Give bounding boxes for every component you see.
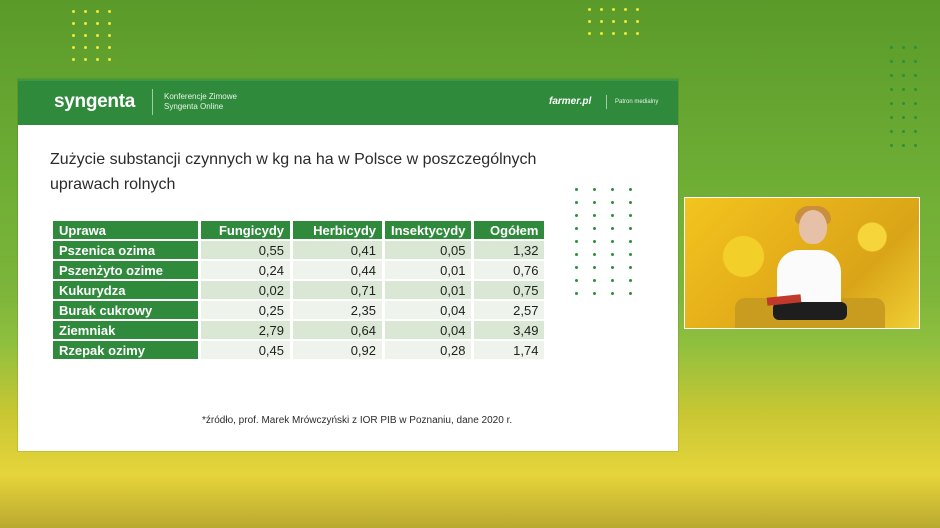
table-row <box>53 301 544 319</box>
col-header-herbicides: Herbicydy <box>293 221 382 239</box>
cell-herbicides: 0,71 <box>293 281 382 299</box>
cell-total: 1,74 <box>474 341 544 359</box>
pesticide-usage-table <box>50 219 547 361</box>
conference-label <box>164 92 237 112</box>
cell-total: 0,76 <box>474 261 544 279</box>
conference-line-2: Syngenta Online <box>164 102 224 111</box>
cell-total: 0,75 <box>474 281 544 299</box>
table-row <box>53 241 544 259</box>
cell-herbicides: 0,64 <box>293 321 382 339</box>
syngenta-logo: syngenta <box>54 91 136 112</box>
cell-herbicides: 0,44 <box>293 261 382 279</box>
cell-fungicides: 0,24 <box>201 261 290 279</box>
table-row <box>53 321 544 339</box>
presenter-head <box>799 210 827 244</box>
cell-insecticides: 0,04 <box>385 321 471 339</box>
crop-name: Kukurydza <box>53 281 198 299</box>
crop-name: Burak cukrowy <box>53 301 198 319</box>
col-header-insecticides: Insektycydy <box>385 221 471 239</box>
farmer-logo: farmer.pl <box>549 96 592 107</box>
partner-divider <box>606 95 607 109</box>
cell-fungicides: 0,25 <box>201 301 290 319</box>
cell-total: 3,49 <box>474 321 544 339</box>
table-header-row <box>53 221 544 239</box>
slide-header <box>18 79 678 125</box>
cell-insecticides: 0,04 <box>385 301 471 319</box>
decor-dots-slide <box>575 188 632 295</box>
col-header-crop: Uprawa <box>53 221 198 239</box>
cell-insecticides: 0,28 <box>385 341 471 359</box>
cell-insecticides: 0,01 <box>385 281 471 299</box>
presenter-legs <box>773 302 847 320</box>
cell-herbicides: 0,41 <box>293 241 382 259</box>
crop-name: Pszenżyto ozime <box>53 261 198 279</box>
cell-insecticides: 0,05 <box>385 241 471 259</box>
table-row <box>53 261 544 279</box>
header-divider <box>152 89 153 115</box>
cell-total: 1,32 <box>474 241 544 259</box>
conference-line-1: Konferencje Zimowe <box>164 92 237 101</box>
table-row <box>53 341 544 359</box>
cell-fungicides: 0,45 <box>201 341 290 359</box>
col-header-total: Ogółem <box>474 221 544 239</box>
source-footnote: *źródło, prof. Marek Mrówczyński z IOR PIB w Poznaniu, dane 2020 r. <box>202 415 513 426</box>
presenter-video <box>684 197 920 329</box>
crop-name: Ziemniak <box>53 321 198 339</box>
slide-title: Zużycie substancji czynnych w kg na ha w Polsce w poszczególnych uprawach rolnych <box>50 151 537 193</box>
crop-name: Rzepak ozimy <box>53 341 198 359</box>
cell-insecticides: 0,01 <box>385 261 471 279</box>
cell-herbicides: 2,35 <box>293 301 382 319</box>
crop-name: Pszenica ozima <box>53 241 198 259</box>
presentation-slide <box>18 79 678 451</box>
cell-fungicides: 0,02 <box>201 281 290 299</box>
table-row <box>53 281 544 299</box>
cell-fungicides: 0,55 <box>201 241 290 259</box>
decor-dots-top-right <box>588 8 639 35</box>
cell-total: 2,57 <box>474 301 544 319</box>
media-patron-label: Patron medialny <box>615 99 659 105</box>
col-header-fungicides: Fungicydy <box>201 221 290 239</box>
decor-dots-top-left <box>72 10 111 61</box>
cell-fungicides: 2,79 <box>201 321 290 339</box>
cell-herbicides: 0,92 <box>293 341 382 359</box>
decor-dots-right <box>890 46 917 147</box>
